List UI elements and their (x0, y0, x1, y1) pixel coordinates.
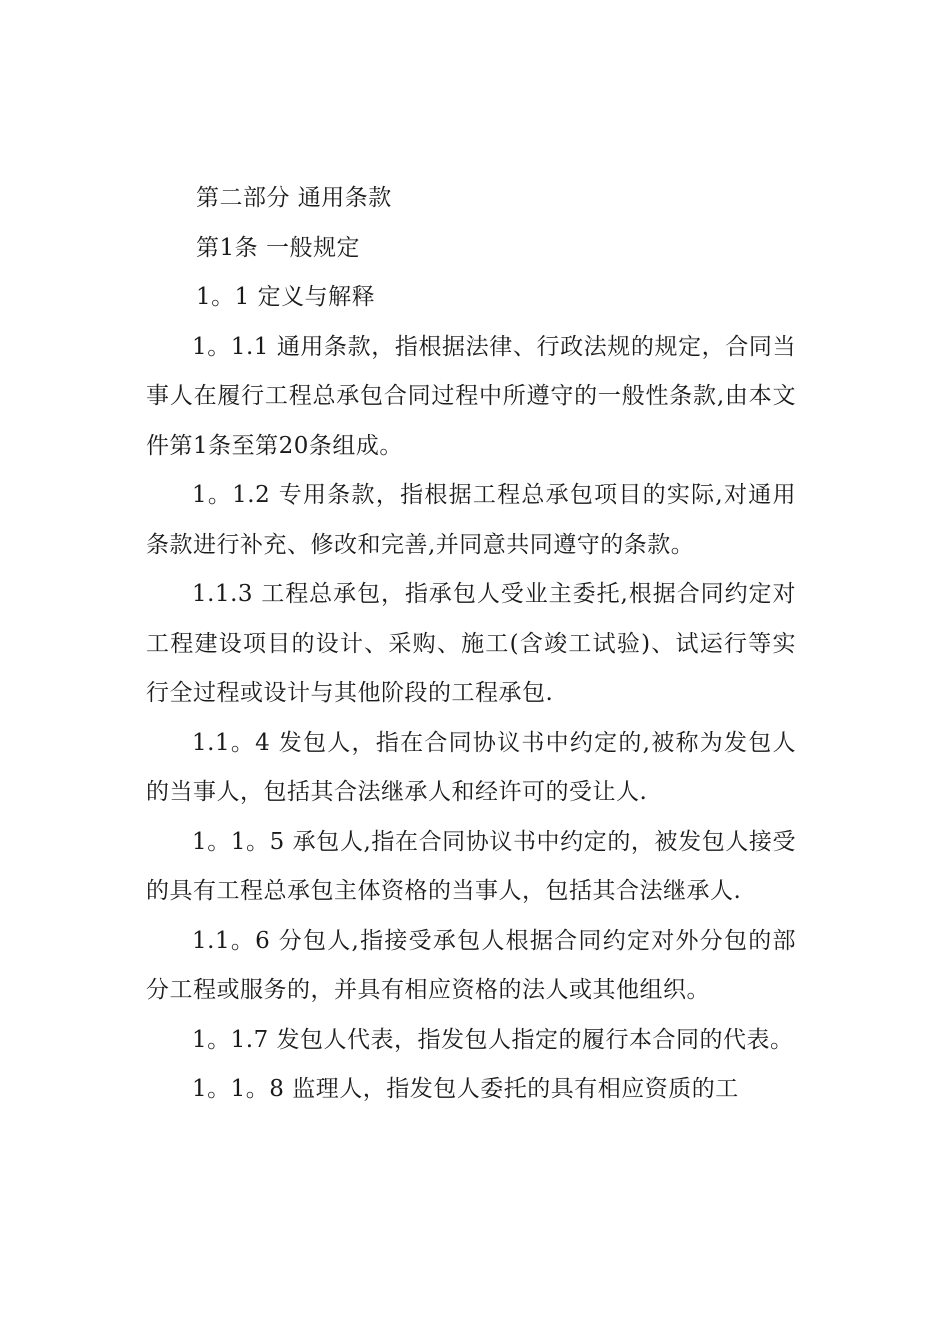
clause-paragraph: 1。1。5 承包人,指在合同协议书中约定的，被发包人接受的具有工程总承包主体资格的当事人，包括其合法继承人. (146, 828, 796, 904)
clause-paragraph: 1。1。8 监理人，指发包人委托的具有相应资质的工 (192, 1076, 739, 1102)
part-title: 第二部分 通用条款 (196, 185, 392, 211)
clause-paragraph: 1.1.3 工程总承包，指承包人受业主委托,根据合同约定对工程建设项目的设计、采购、施工(含竣工试验)、试运行等实行全过程或设计与其他阶段的工程承包. (146, 581, 796, 706)
document-body (146, 174, 796, 1115)
section-title: 1。1 定义与解释 (196, 284, 376, 310)
clause-paragraph: 1.1。4 发包人，指在合同协议书中约定的,被称为发包人的当事人，包括其合法继承人和经许可的受让人. (146, 729, 796, 805)
clause-paragraph: 1。1.7 发包人代表，指发包人指定的履行本合同的代表。 (192, 1026, 794, 1053)
clause-paragraph: 1.1。6 分包人,指接受承包人根据合同约定对外分包的部分工程或服务的，并具有相应资格的法人或其他组织。 (146, 927, 796, 1003)
clause-paragraph: 1。1.1 通用条款，指根据法律、行政法规的规定，合同当事人在履行工程总承包合同过程中所遵守的一般性条款,由本文件第1条至第20条组成。 (146, 333, 796, 459)
clause-paragraph: 1。1.2 专用条款，指根据工程总承包项目的实际,对通用条款进行补充、修改和完善,并同意共同遵守的条款。 (146, 482, 796, 558)
article-title: 第1条 一般规定 (196, 234, 360, 261)
